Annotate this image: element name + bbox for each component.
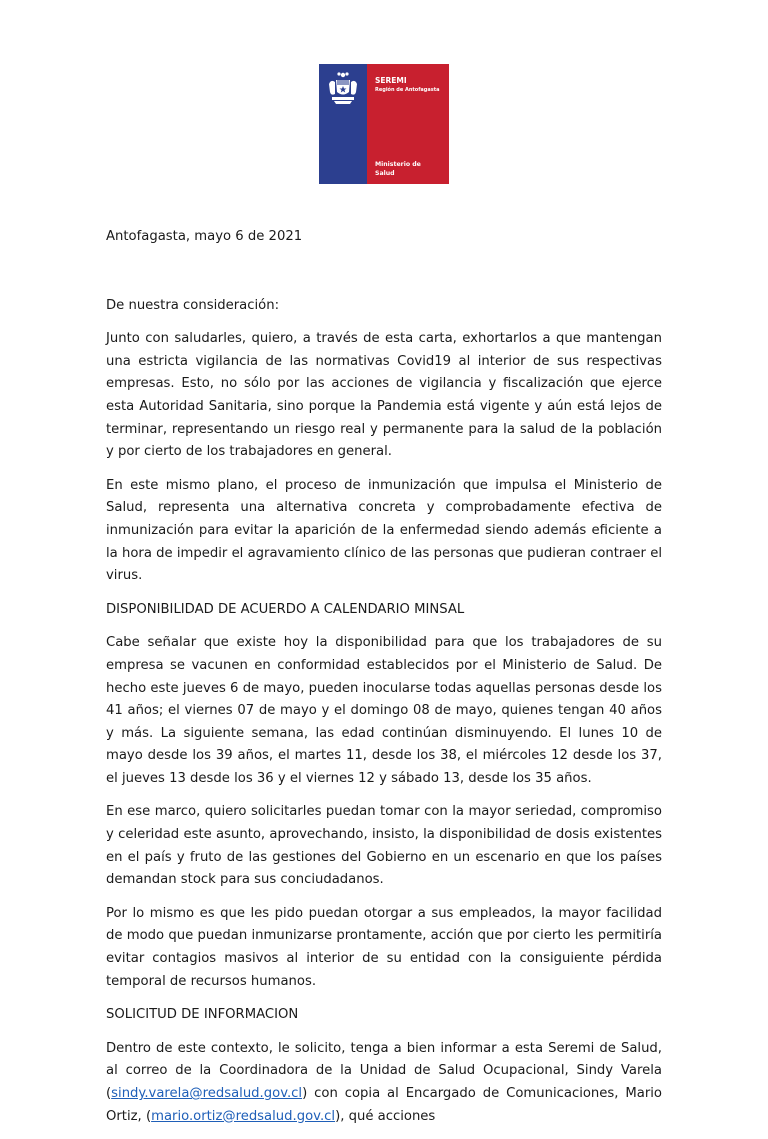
logo-subtitle: Región de Antofagasta	[375, 87, 440, 93]
paragraph-4: En ese marco, quiero solicitarles puedan tomar con la mayor seriedad, compromiso y celeridad este asunto, aprovechando, insisto, la disponibilidad de dosis existentes en el país y fruto de las gestiones del Gobierno en un escenario en que los países demandan stock para sus conciudadanos.	[106, 804, 662, 888]
section-heading-disponibilidad: DISPONIBILIDAD DE ACUERDO A CALENDARIO MINSAL	[106, 601, 465, 617]
letter-salutation: De nuestra consideración:	[106, 297, 280, 313]
section-heading-solicitud: SOLICITUD DE INFORMACION	[106, 1007, 299, 1023]
paragraph-1: Junto con saludarles, quiero, a través de esta carta, exhortarlos a que mantengan una estricta vigilancia de las normativas Covid19 al interior de sus respectivas empresas. Esto, no sólo por las acciones de vigilancia y fiscalización que ejerce esta Autoridad Sanitaria, sino porque la Pandemia está vigente y aún está lejos de terminar, representando un riesgo real y permanente para la salud de la población y por cierto de los trabajadores en general.	[106, 331, 662, 460]
paragraph-3: Cabe señalar que existe hoy la disponibilidad para que los trabajadores de su empresa se vacunen en conformidad establecidos por el Ministerio de Salud. De hecho este jueves 6 de mayo, pueden inocularse todas aquellas personas desde los 41 años; el viernes 07 de mayo y el domingo 08 de mayo, quienes tengan 40 años y más. La siguiente semana, las edad continúan disminuyendo. El lunes 10 de mayo desde los 39 años, el martes 11, desde los 38, el miércoles 12 desde los 37, el jueves 13 desde los 36 y el viernes 12 y sábado 13, desde los 35 años.	[106, 635, 662, 786]
email-link-sindy-varela[interactable]: sindy.varela@redsalud.gov.cl	[111, 1086, 303, 1101]
logo-red-panel	[367, 64, 449, 184]
paragraph-2: En este mismo plano, el proceso de inmunización que impulsa el Ministerio de Salud, representa una alternativa concreta y comprobadamente efectiva de inmunización para evitar la aparición de la enfermedad siendo además eficiente a la hora de impedir el agravamiento clínico de las personas que pudieran contraer el virus.	[106, 477, 662, 584]
paragraph-5: Por lo mismo es que les pido puedan otorgar a sus empleados, la mayor facilidad de modo que puedan inmunizarse prontamente, acción que por cierto les permitiría evitar contagios masivos al interior de su entidad con la consiguiente pérdida temporal de recursos humanos.	[106, 905, 662, 989]
logo-ministry-line2: Salud	[375, 170, 395, 177]
logo-ministry-line1: Ministerio de	[375, 161, 421, 168]
paragraph-6	[106, 1038, 662, 1128]
logo-blue-panel	[319, 64, 367, 184]
coat-of-arms-icon	[325, 70, 361, 110]
seremi-logo	[319, 64, 449, 184]
paragraph-6-text-2: ) con copia al Encargado de Comunicaciones, Mario Ortiz, (	[106, 1086, 662, 1124]
paragraph-6-text-3: ), qué acciones	[335, 1108, 436, 1124]
paragraph-6-text-1: Dentro de este contexto, le solicito, tenga a bien informar a esta Seremi de Salud, al correo de la Coordinadora de la Unidad de Salud Ocupacional, Sindy Varela (	[106, 1040, 662, 1101]
logo-title: SEREMI	[375, 76, 407, 85]
logo-ministry	[375, 160, 445, 178]
letter-body	[106, 226, 662, 1139]
email-link-mario-ortiz[interactable]: mario.ortiz@redsalud.gov.cl	[151, 1108, 336, 1124]
letter-date: Antofagasta, mayo 6 de 2021	[106, 229, 303, 244]
